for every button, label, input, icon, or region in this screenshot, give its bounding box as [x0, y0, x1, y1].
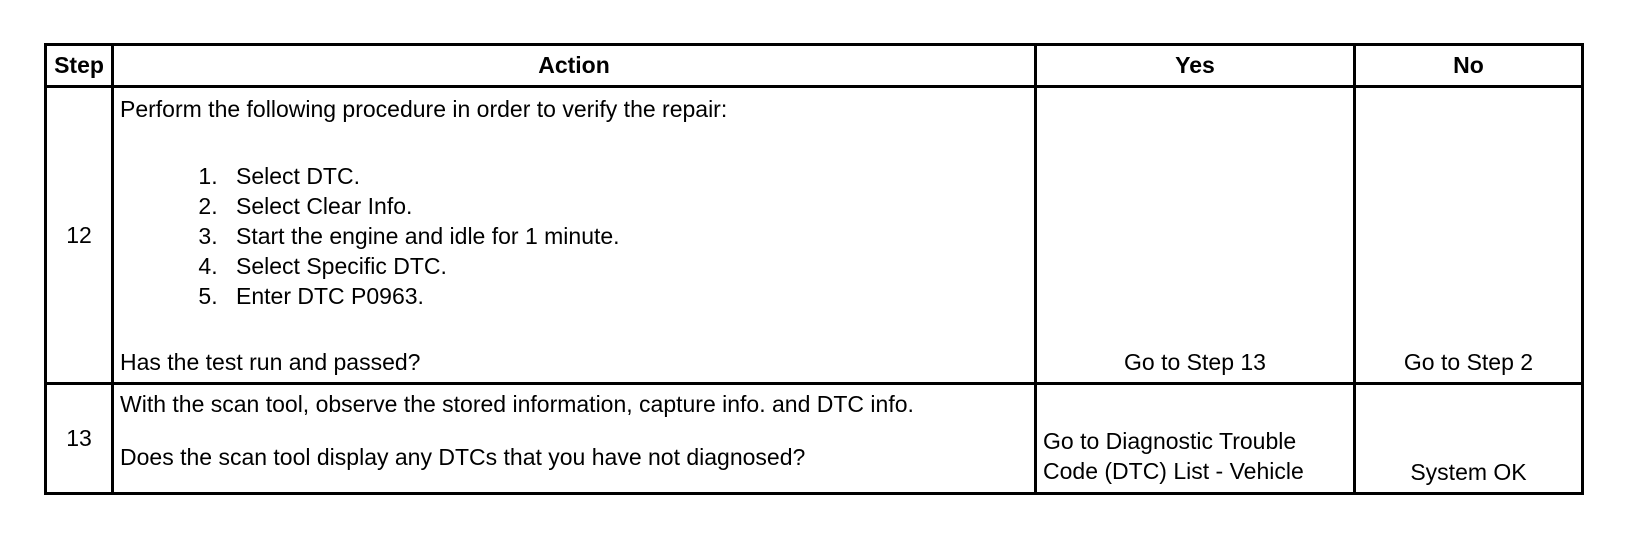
action-question: Has the test run and passed? [120, 349, 421, 376]
yes-outcome [1036, 384, 1355, 494]
procedure-step: 4. Select Specific DTC. [224, 251, 1028, 281]
yes-outcome: Go to Step 13 [1036, 87, 1355, 384]
header-action: Action [113, 45, 1036, 87]
no-outcome: System OK [1355, 384, 1583, 494]
step-number: 12 [46, 87, 113, 384]
step-number: 13 [46, 384, 113, 494]
procedure-step: 2. Select Clear Info. [224, 191, 1028, 221]
action-cell [113, 87, 1036, 384]
yes-outcome-line: Go to Diagnostic Trouble [1043, 428, 1297, 454]
diagnostic-table [44, 43, 1584, 495]
action-question: Does the scan tool display any DTCs that you have not diagnosed? [120, 444, 806, 471]
no-outcome: Go to Step 2 [1355, 87, 1583, 384]
header-row [46, 45, 1583, 87]
header-step: Step [46, 45, 113, 87]
procedure-step: 5. Enter DTC P0963. [224, 281, 1028, 311]
yes-outcome-line: Code (DTC) List - Vehicle [1043, 458, 1304, 484]
action-intro: Perform the following procedure in order to verify the repair: [120, 96, 728, 122]
table-row [46, 87, 1583, 384]
procedure-step: 3. Start the engine and idle for 1 minute. [224, 221, 1028, 251]
procedure-list [120, 161, 1028, 311]
action-cell [113, 384, 1036, 494]
header-yes: Yes [1036, 45, 1355, 87]
action-intro: With the scan tool, observe the stored information, capture info. and DTC info. [120, 391, 914, 418]
table-row [46, 384, 1583, 494]
header-no: No [1355, 45, 1583, 87]
action-content [120, 88, 1028, 382]
procedure-step: 1. Select DTC. [224, 161, 1028, 191]
